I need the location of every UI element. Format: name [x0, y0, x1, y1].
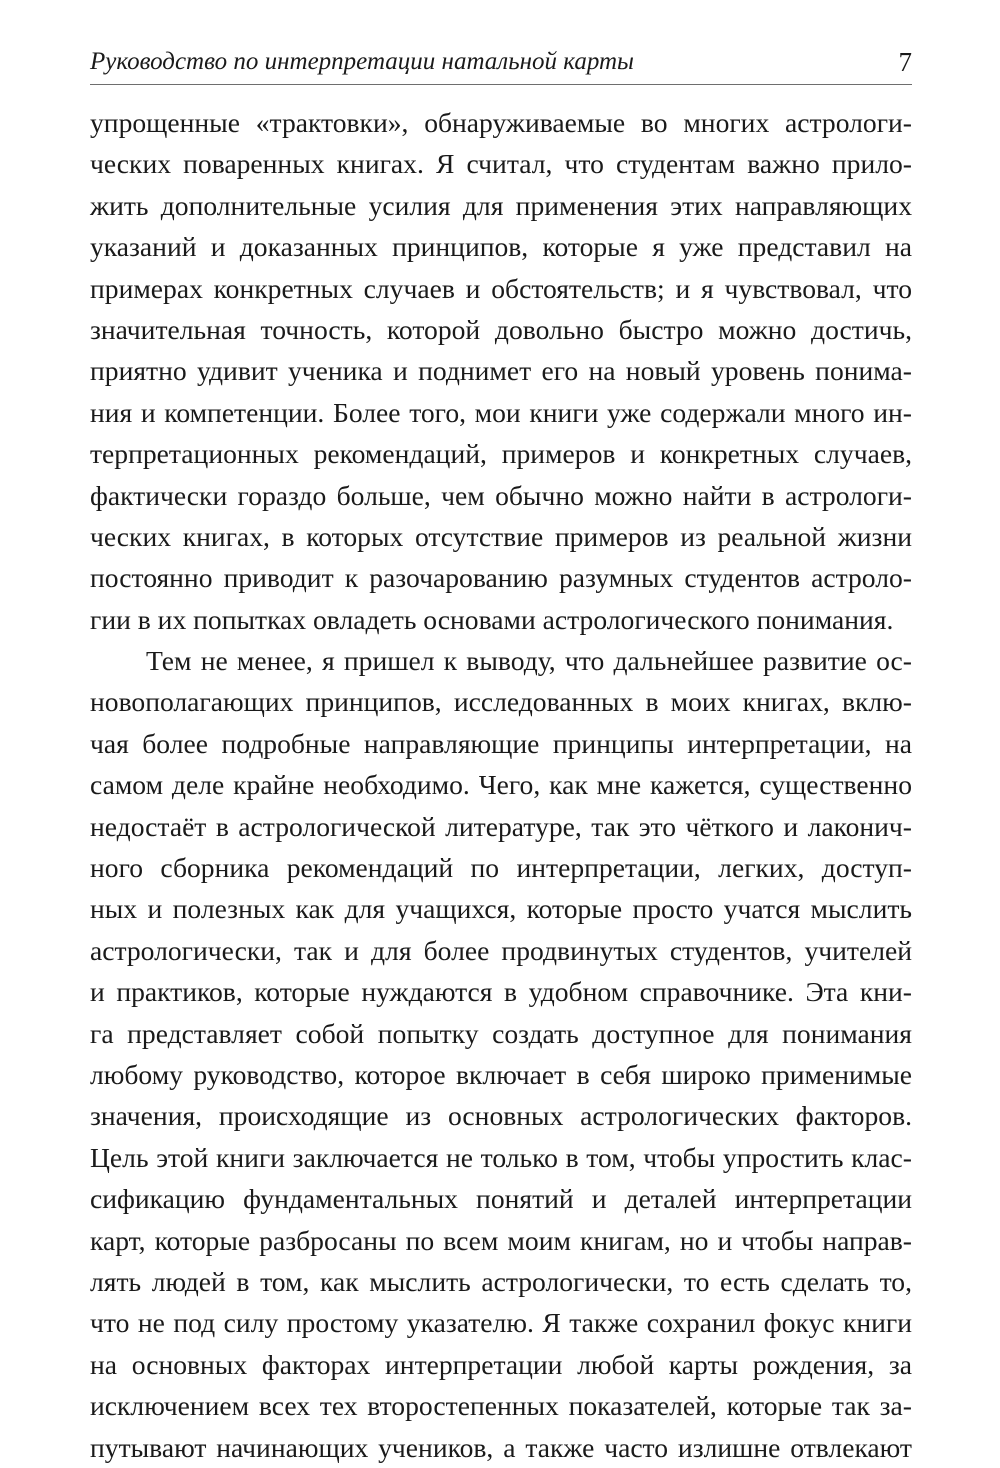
text-line: Тем не менее, я пришел к выводу, что дальнейшее развитие ос- — [146, 645, 912, 677]
running-header — [90, 44, 912, 85]
text-line: сификацию фундаментальных понятий и деталей интерпретации — [90, 1183, 912, 1215]
text-line: ческих поваренных книгах. Я считал, что студентам важно прило- — [90, 148, 912, 180]
text-line: ческих книгах, в которых отсутствие примеров из реальной жизни — [90, 520, 912, 552]
text-line: Цель этой книги заключается не только в том, чтобы упростить клас- — [90, 1141, 912, 1173]
text-line: новополагающих принципов, исследованных в моих книгах, вклю- — [90, 686, 912, 718]
text-line: чая более подробные направляющие принципы интерпретации, на — [90, 727, 912, 759]
page-number: 7 — [898, 47, 912, 77]
text-line: исключением всех тех второстепенных показателей, которые так за- — [90, 1390, 912, 1422]
text-line: любому руководство, которое включает в себя широко применимые — [90, 1058, 912, 1090]
text-line: что не под силу простому указателю. Я также сохранил фокус книги — [90, 1307, 912, 1339]
body-text — [90, 102, 912, 1468]
text-line: астрологически, так и для более продвинутых студентов, учителей — [90, 934, 912, 966]
text-line: терпретационных рекомендаций, примеров и конкретных случаев, — [90, 438, 912, 470]
text-line: примерах конкретных случаев и обстоятельств; и я чувствовал, что — [90, 272, 912, 304]
text-line: и практиков, которые нуждаются в удобном справочнике. Эта кни- — [90, 976, 912, 1008]
text-line: постоянно приводит к разочарованию разумных студентов астроло- — [90, 562, 912, 594]
text-line: значения, происходящие из основных астрологических факторов. — [90, 1100, 912, 1132]
text-line: жить дополнительные усилия для применения этих направляющих — [90, 189, 912, 221]
running-title: Руководство по интерпретации натальной карты — [90, 48, 634, 75]
text-line: ных и полезных как для учащихся, которые просто учатся мыслить — [90, 893, 912, 925]
text-line: ного сборника рекомендаций по интерпретации, легких, доступ- — [90, 852, 912, 884]
text-line: путывают начинающих учеников, а также часто излишне отвлекают — [90, 1431, 912, 1463]
text-line: на основных факторах интерпретации любой карты рождения, за — [90, 1348, 912, 1380]
text-line: га представляет собой попытку создать доступное для понимания — [90, 1017, 912, 1049]
text-line: упрощенные «трактовки», обнаруживаемые во многих астрологи- — [90, 107, 912, 138]
text-line: указаний и доказанных принципов, которые я уже представил на — [90, 231, 912, 263]
text-line: самом деле крайне необходимо. Чего, как мне кажется, существенно — [90, 769, 912, 801]
text-line: лять людей в том, как мыслить астрологически, то есть сделать то, — [90, 1265, 912, 1297]
text-line: значительная точность, которой довольно быстро можно достичь, — [90, 313, 912, 345]
paragraph — [90, 640, 912, 1468]
text-line: фактически гораздо больше, чем обычно можно найти в астрологи- — [90, 479, 912, 511]
text-line: приятно удивит ученика и поднимет его на новый уровень понима- — [90, 355, 912, 387]
text-line: ния и компетенции. Более того, мои книги уже содержали много ин- — [90, 396, 912, 428]
text-line: карт, которые разбросаны по всем моим книгам, но и чтобы направ- — [90, 1224, 912, 1256]
paragraph — [90, 102, 912, 640]
text-line: недостаёт в астрологической литературе, так это чёткого и лаконич- — [90, 810, 912, 842]
text-line: гии в их попытках овладеть основами астрологического понимания. — [90, 603, 894, 635]
